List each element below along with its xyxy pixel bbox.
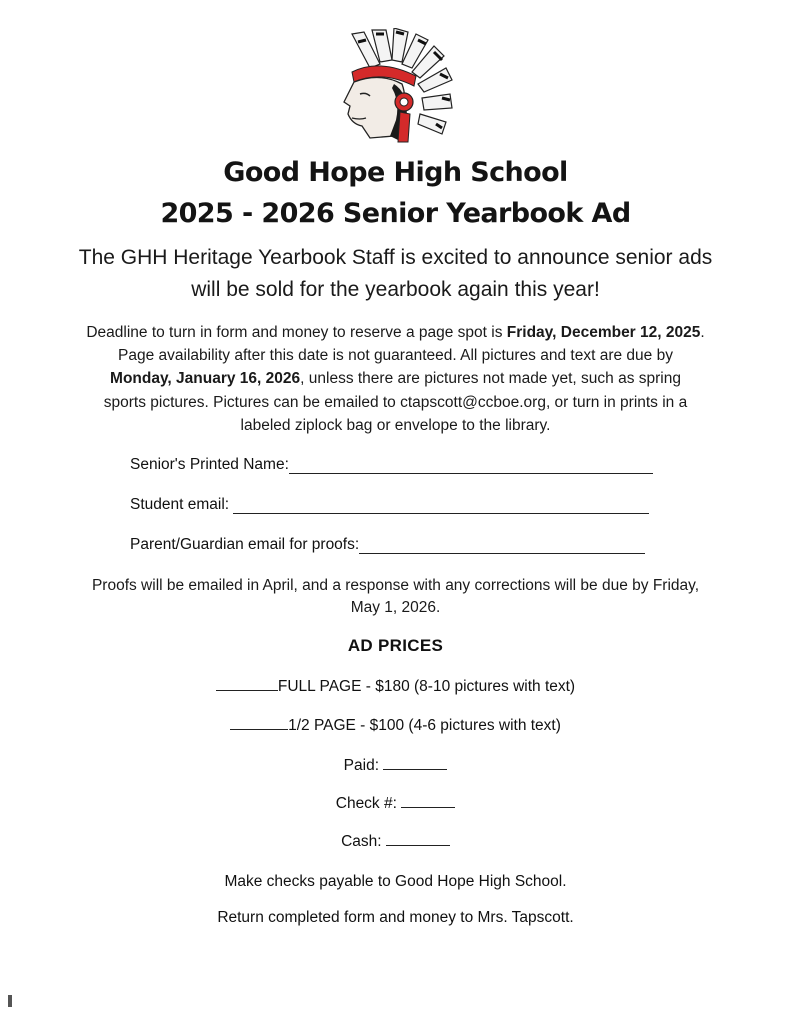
ad-prices-heading: AD PRICES (347, 636, 444, 655)
half-page-label: 1/2 PAGE - $100 (4-6 pictures with text) (288, 717, 561, 734)
return-form-line: Return completed form and money to Mrs. Tapscott. (217, 909, 574, 926)
page-title: 2025 - 2026 Senior Yearbook Ad (160, 198, 631, 229)
availability-line: Page availability after this date is not guaranteed. All pictures and text are due by (118, 347, 673, 364)
paid-label: Paid: (343, 757, 380, 774)
student-email-field[interactable] (130, 496, 649, 514)
scan-edge-mark (8, 995, 12, 1007)
due-line (0, 368, 791, 390)
deadline-date: Friday, December 12, 2025 (506, 324, 701, 341)
intro-line-1: The GHH Heritage Yearbook Staff is excited to announce senior ads (78, 246, 713, 269)
school-mascot-logo (330, 28, 455, 146)
full-page-option[interactable] (0, 678, 791, 696)
proofs-line-2: May 1, 2026. (350, 599, 441, 616)
student-email-label: Student email: (130, 496, 230, 513)
deadline-prefix: Deadline to turn in form and money to reserve a page spot is (86, 324, 507, 341)
half-page-option[interactable] (0, 717, 791, 735)
senior-name-line[interactable] (289, 457, 653, 474)
cash-field[interactable] (0, 833, 791, 851)
checks-payable-line: Make checks payable to Good Hope High School. (224, 873, 567, 890)
check-label: Check #: (335, 795, 397, 812)
half-page-blank[interactable] (230, 717, 288, 730)
proofs-line-1: Proofs will be emailed in April, and a response with any corrections will be due by Friday, (91, 577, 700, 594)
student-email-line[interactable] (233, 497, 649, 514)
senior-name-label: Senior's Printed Name: (130, 456, 289, 473)
parent-email-label: Parent/Guardian email for proofs: (130, 536, 360, 553)
cash-label: Cash: (341, 833, 382, 850)
due-date: Monday, January 16, 2026 (110, 370, 301, 387)
full-page-blank[interactable] (216, 678, 278, 691)
check-field[interactable] (0, 795, 791, 813)
deadline-suffix: . (700, 324, 705, 341)
paid-field[interactable] (0, 757, 791, 775)
senior-name-field[interactable] (130, 456, 653, 474)
deadline-line (0, 322, 791, 344)
pictures-line: sports pictures. Pictures can be emailed to ctapscott@ccboe.org, or turn in prints in a (103, 394, 688, 411)
red-braid-wrap (398, 112, 410, 142)
paid-blank[interactable] (383, 757, 447, 770)
school-name: Good Hope High School (223, 157, 568, 188)
intro-line-2: will be sold for the yearbook again this year! (191, 278, 600, 301)
parent-email-line[interactable] (359, 537, 645, 554)
full-page-label: FULL PAGE - $180 (8-10 pictures with text) (277, 678, 576, 695)
parent-email-field[interactable] (130, 536, 645, 554)
cash-blank[interactable] (386, 833, 450, 846)
bag-line: labeled ziplock bag or envelope to the library. (240, 417, 551, 434)
check-blank[interactable] (401, 795, 455, 808)
due-suffix: , unless there are pictures not made yet, such as spring (300, 370, 681, 387)
